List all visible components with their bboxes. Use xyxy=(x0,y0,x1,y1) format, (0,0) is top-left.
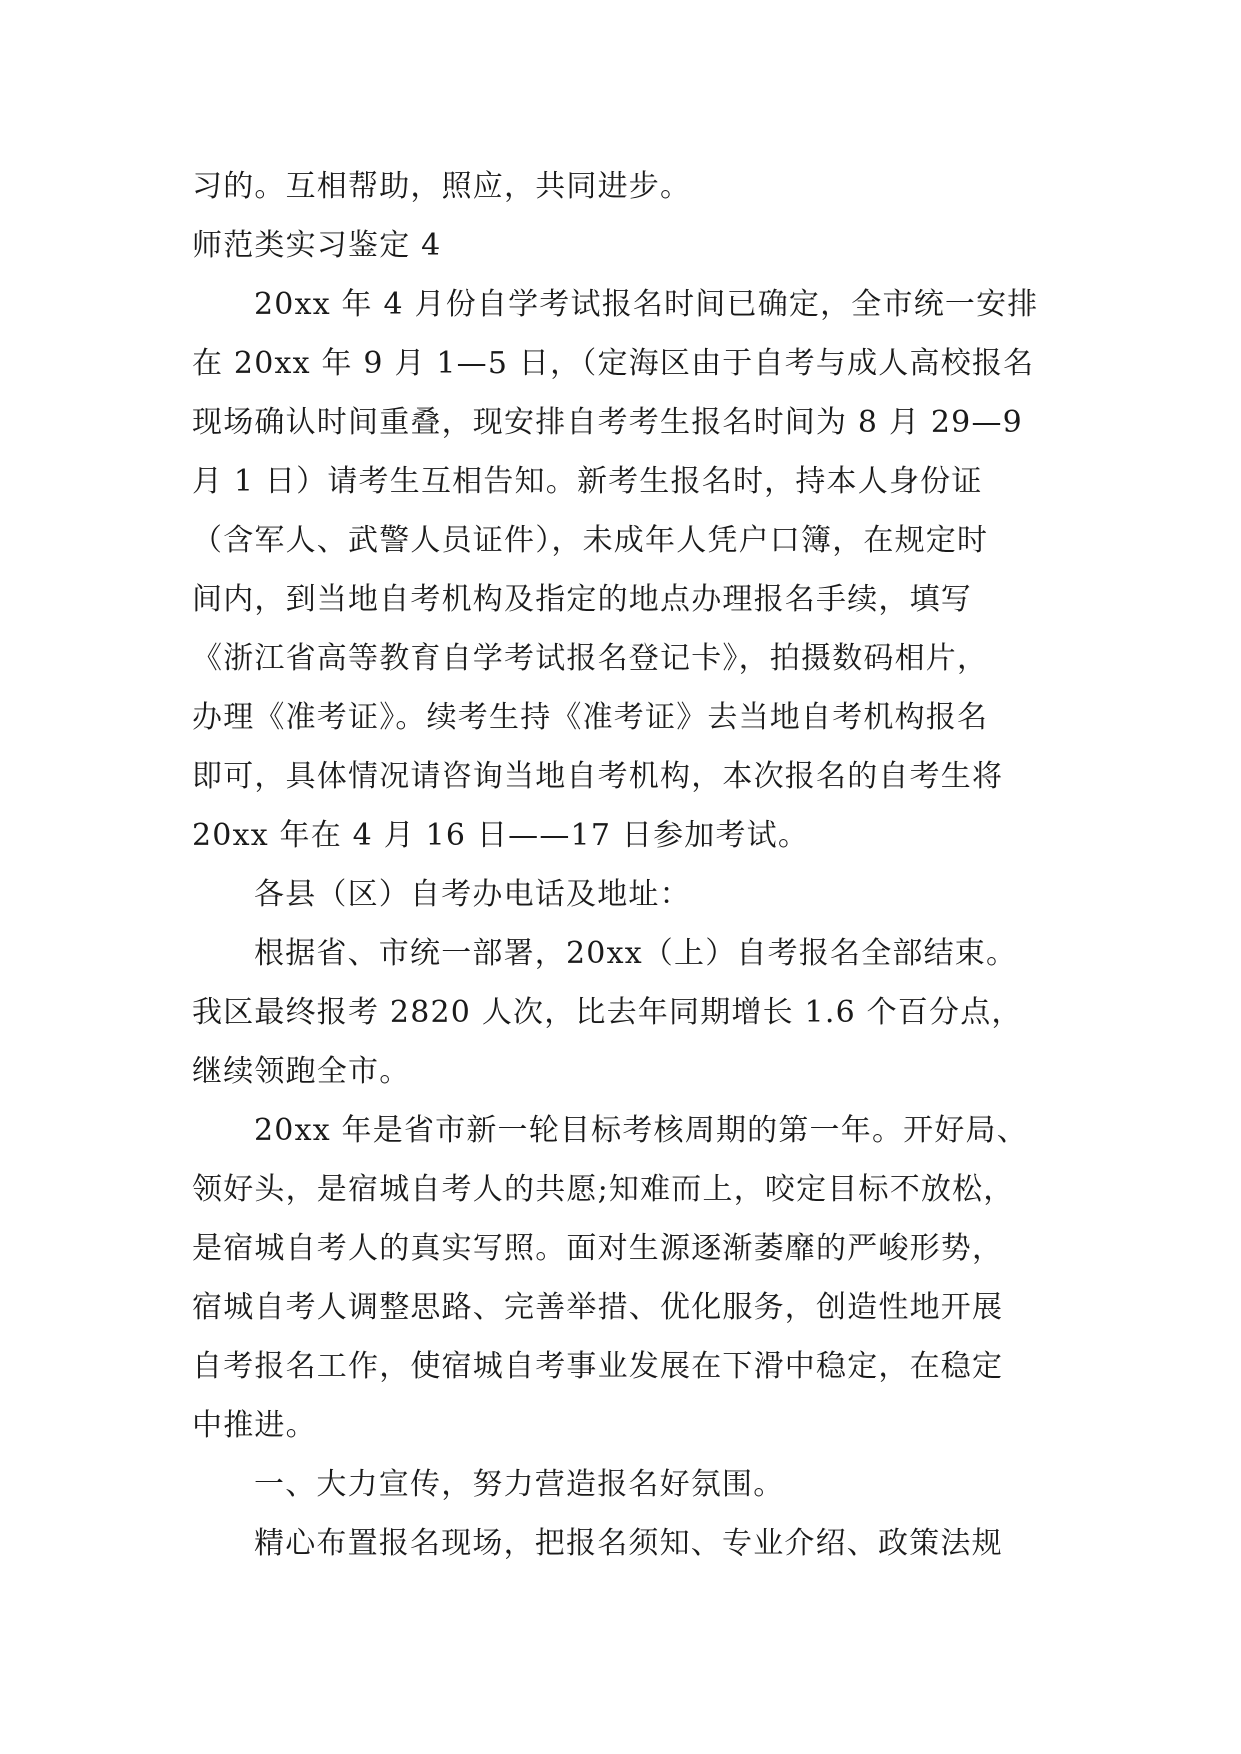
text-line: 月 1 日）请考生互相告知。新考生报名时，持本人身份证 xyxy=(192,464,983,499)
text-line: 自考报名工作，使宿城自考事业发展在下滑中稳定，在稳定 xyxy=(192,1349,1004,1384)
text-line: 领好头，是宿城自考人的共愿;知难而上，咬定目标不放松， xyxy=(192,1172,1015,1207)
text-line: 《浙江省高等教育自学考试报名登记卡》，拍摄数码相片， xyxy=(192,641,989,676)
text-line: 是宿城自考人的真实写照。面对生源逐渐萎靡的严峻形势， xyxy=(192,1231,1004,1266)
text-line: 20xx 年 4 月份自学考试报名时间已确定，全市统一安排 xyxy=(254,287,1039,322)
text-line: 精心布置报名现场，把报名须知、专业介绍、政策法规 xyxy=(254,1526,1003,1561)
text-line: 根据省、市统一部署，20xx（上）自考报名全部结束。 xyxy=(254,936,1018,971)
text-line: 一、大力宣传，努力营造报名好氛围。 xyxy=(254,1467,785,1502)
text-line: 我区最终报考 2820 人次，比去年同期增长 1.6 个百分点， xyxy=(192,995,1023,1030)
text-line: 宿城自考人调整思路、完善举措、优化服务，创造性地开展 xyxy=(192,1290,1004,1325)
text-line: 习的。互相帮助，照应，共同进步。 xyxy=(192,169,692,204)
text-line: 即可，具体情况请咨询当地自考机构，本次报名的自考生将 xyxy=(192,759,1004,794)
text-line: 20xx 年在 4 月 16 日——17 日参加考试。 xyxy=(192,818,810,853)
text-line: 办理《准考证》。续考生持《准考证》去当地自考机构报名 xyxy=(192,700,989,735)
text-line: 中推进。 xyxy=(192,1408,317,1443)
text-line: 各县（区）自考办电话及地址： xyxy=(254,877,691,912)
text-line: 继续领跑全市。 xyxy=(192,1054,411,1089)
section-heading: 师范类实习鉴定 4 xyxy=(192,228,442,263)
text-line: 现场确认时间重叠，现安排自考考生报名时间为 8 月 29—9 xyxy=(192,405,1023,440)
text-line: 间内，到当地自考机构及指定的地点办理报名手续，填写 xyxy=(192,582,972,617)
text-line: 20xx 年是省市新一轮目标考核周期的第一年。开好局、 xyxy=(254,1113,1028,1148)
text-line: （含军人、武警人员证件），未成年人凭户口簿，在规定时 xyxy=(192,523,989,558)
text-line: 在 20xx 年 9 月 1—5 日，（定海区由于自考与成人高校报名 xyxy=(192,346,1035,381)
